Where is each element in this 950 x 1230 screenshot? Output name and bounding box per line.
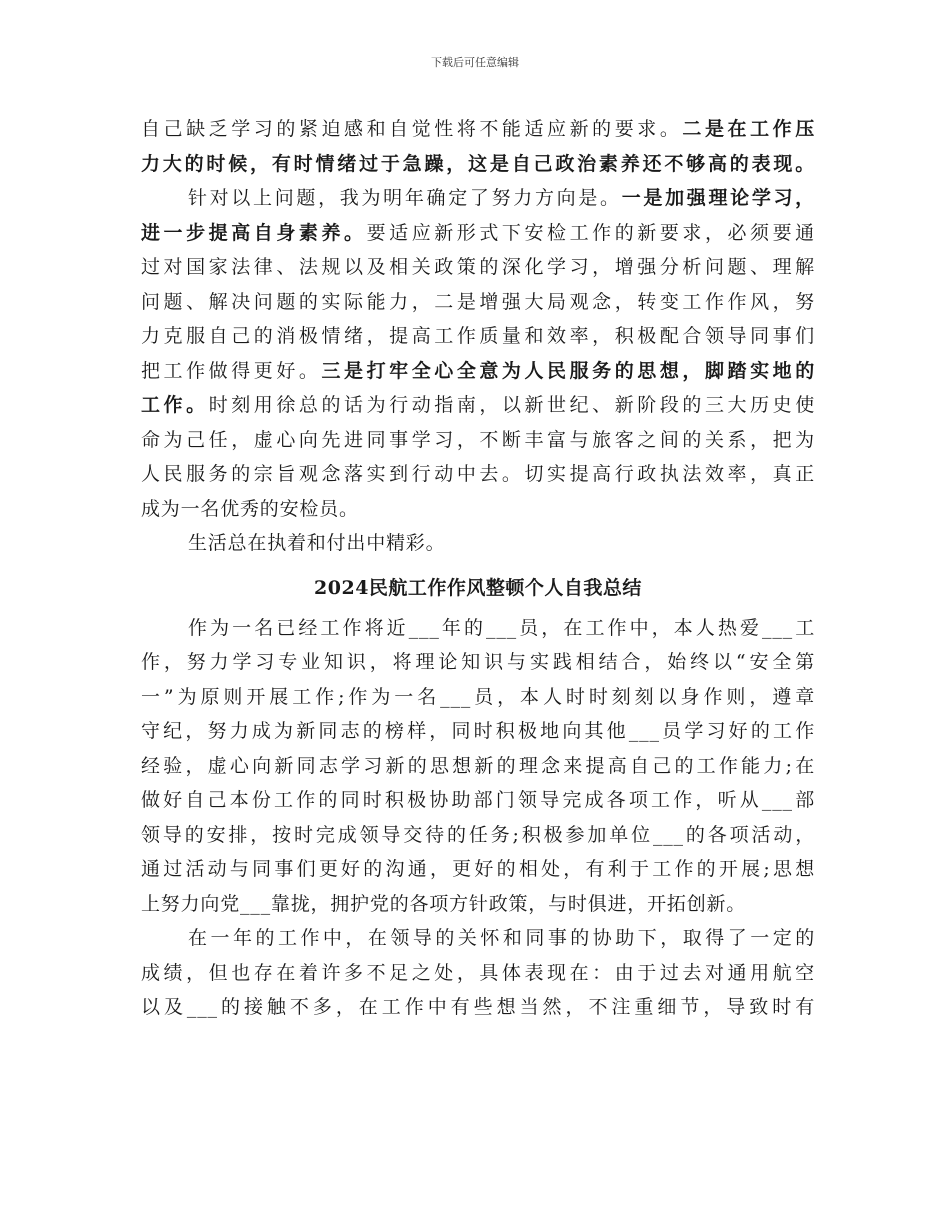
document-body	[141, 112, 815, 1025]
paragraph-start: 作为一名已经工作将近___年的___员，在工作中，本人热爱___工	[188, 616, 815, 639]
text-line: 把工作做得更好。三是打牢全心全意为人民服务的思想，脚踏实地的	[141, 359, 815, 382]
text-line: 经验，虚心向新同志学习新的思想新的理念来提高自己的工作能力;在	[141, 754, 815, 777]
text-line: 以及___的接触不多，在工作中有些想当然，不注重细节，导致时有	[141, 996, 815, 1018]
text-line: 命为己任，虚心向先进同事学习，不断丰富与旅客之间的关系，把为	[141, 428, 815, 451]
text-line: 过对国家法律、法规以及相关政策的深化学习，增强分析问题、理解	[141, 256, 815, 278]
paragraph-start: 生活总在执着和付出中精彩。	[188, 532, 446, 554]
text-line: 自己缺乏学习的紧迫感和自觉性将不能适应新的要求。二是在工作压	[141, 118, 815, 140]
text-line: 力克服自己的消极情绪，提高工作质量和效率，积极配合领导同事们	[141, 325, 815, 347]
text-line: 问题、解决问题的实际能力，二是增强大局观念，转变工作作风，努	[141, 290, 815, 313]
text-line: 一”为原则开展工作;作为一名___员，本人时时刻刻以身作则，遵章	[141, 685, 815, 708]
text-line: 成为一名优秀的安检员。	[141, 497, 359, 520]
text-line: 工作。时刻用徐总的话为行动指南，以新世纪、新阶段的三大历史使	[141, 394, 815, 416]
text-line: 守纪，努力成为新同志的榜样，同时积极地向其他___员学习好的工作	[141, 720, 815, 742]
text-line: 做好自己本份工作的同时积极协助部门领导完成各项工作，听从___部	[141, 789, 815, 811]
paragraph-start: 在一年的工作中，在领导的关怀和同事的协助下，取得了一定的	[188, 927, 815, 949]
text-line: 进一步提高自身素养。要适应新形式下安检工作的新要求，必须要通	[141, 221, 815, 244]
text-line-bold: 力大的时候，有时情绪过于急躁，这是自己政治素养还不够高的表现。	[141, 152, 815, 175]
text-line: 领导的安排，按时完成领导交待的任务;积极参加单位___的各项活动，	[141, 823, 815, 846]
text-line: 通过活动与同事们更好的沟通，更好的相处，有利于工作的开展;思想	[141, 858, 815, 880]
text-line: 作，努力学习专业知识，将理论知识与实践相结合，始终以“安全第	[141, 651, 815, 673]
document-title: 2024民航工作作风整顿个人自我总结	[314, 576, 642, 599]
paragraph-start: 针对以上问题，我为明年确定了努力方向是。一是加强理论学习，	[188, 187, 815, 209]
text-line: 上努力向党___靠拢，拥护党的各项方针政策，与时俱进，开拓创新。	[141, 892, 747, 915]
text-line: 人民服务的宗旨观念落实到行动中去。切实提高行政执法效率，真正	[141, 463, 815, 485]
page-header: 下载后可任意编辑	[431, 56, 519, 69]
text-line: 成绩，但也存在着许多不足之处，具体表现在：由于过去对通用航空	[141, 961, 815, 984]
